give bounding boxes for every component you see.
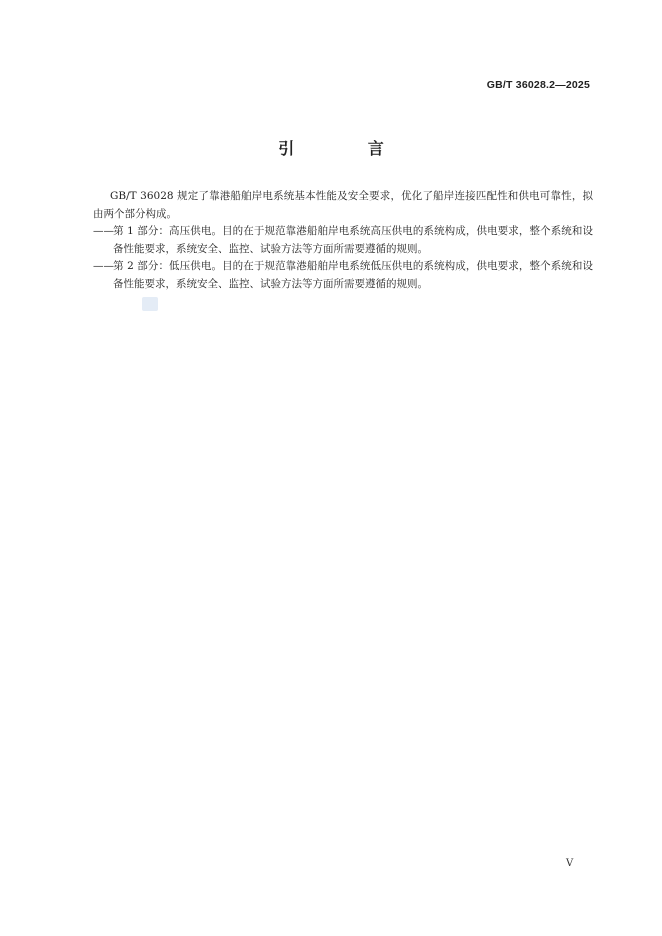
list-dash: —— (93, 225, 114, 237)
section-title: 引 言 (278, 139, 418, 158)
page-number: V (566, 858, 574, 869)
faint-stamp-mark (142, 297, 158, 311)
intro-paragraph: GB/T 36028 规定了靠港船舶岸电系统基本性能及安全要求，优化了船岸连接匹配性和供电可靠性，拟由两个部分构成。 (93, 190, 593, 220)
body-text (93, 188, 593, 293)
document-id: GB/T 36028.2—2025 (486, 79, 590, 91)
list-item (93, 223, 593, 258)
list-item (93, 258, 593, 293)
list-item-text: 第 2 部分：低压供电。目的在于规范靠港船舶岸电系统低压供电的系统构成，供电要求，整个系统和设备性能要求，系统安全、监控、试验方法等方面所需要遵循的规则。 (113, 260, 593, 290)
list-dash: —— (93, 260, 114, 272)
list-item-text: 第 1 部分：高压供电。目的在于规范靠港船舶岸电系统高压供电的系统构成，供电要求，整个系统和设备性能要求，系统安全、监控、试验方法等方面所需要遵循的规则。 (113, 225, 593, 255)
